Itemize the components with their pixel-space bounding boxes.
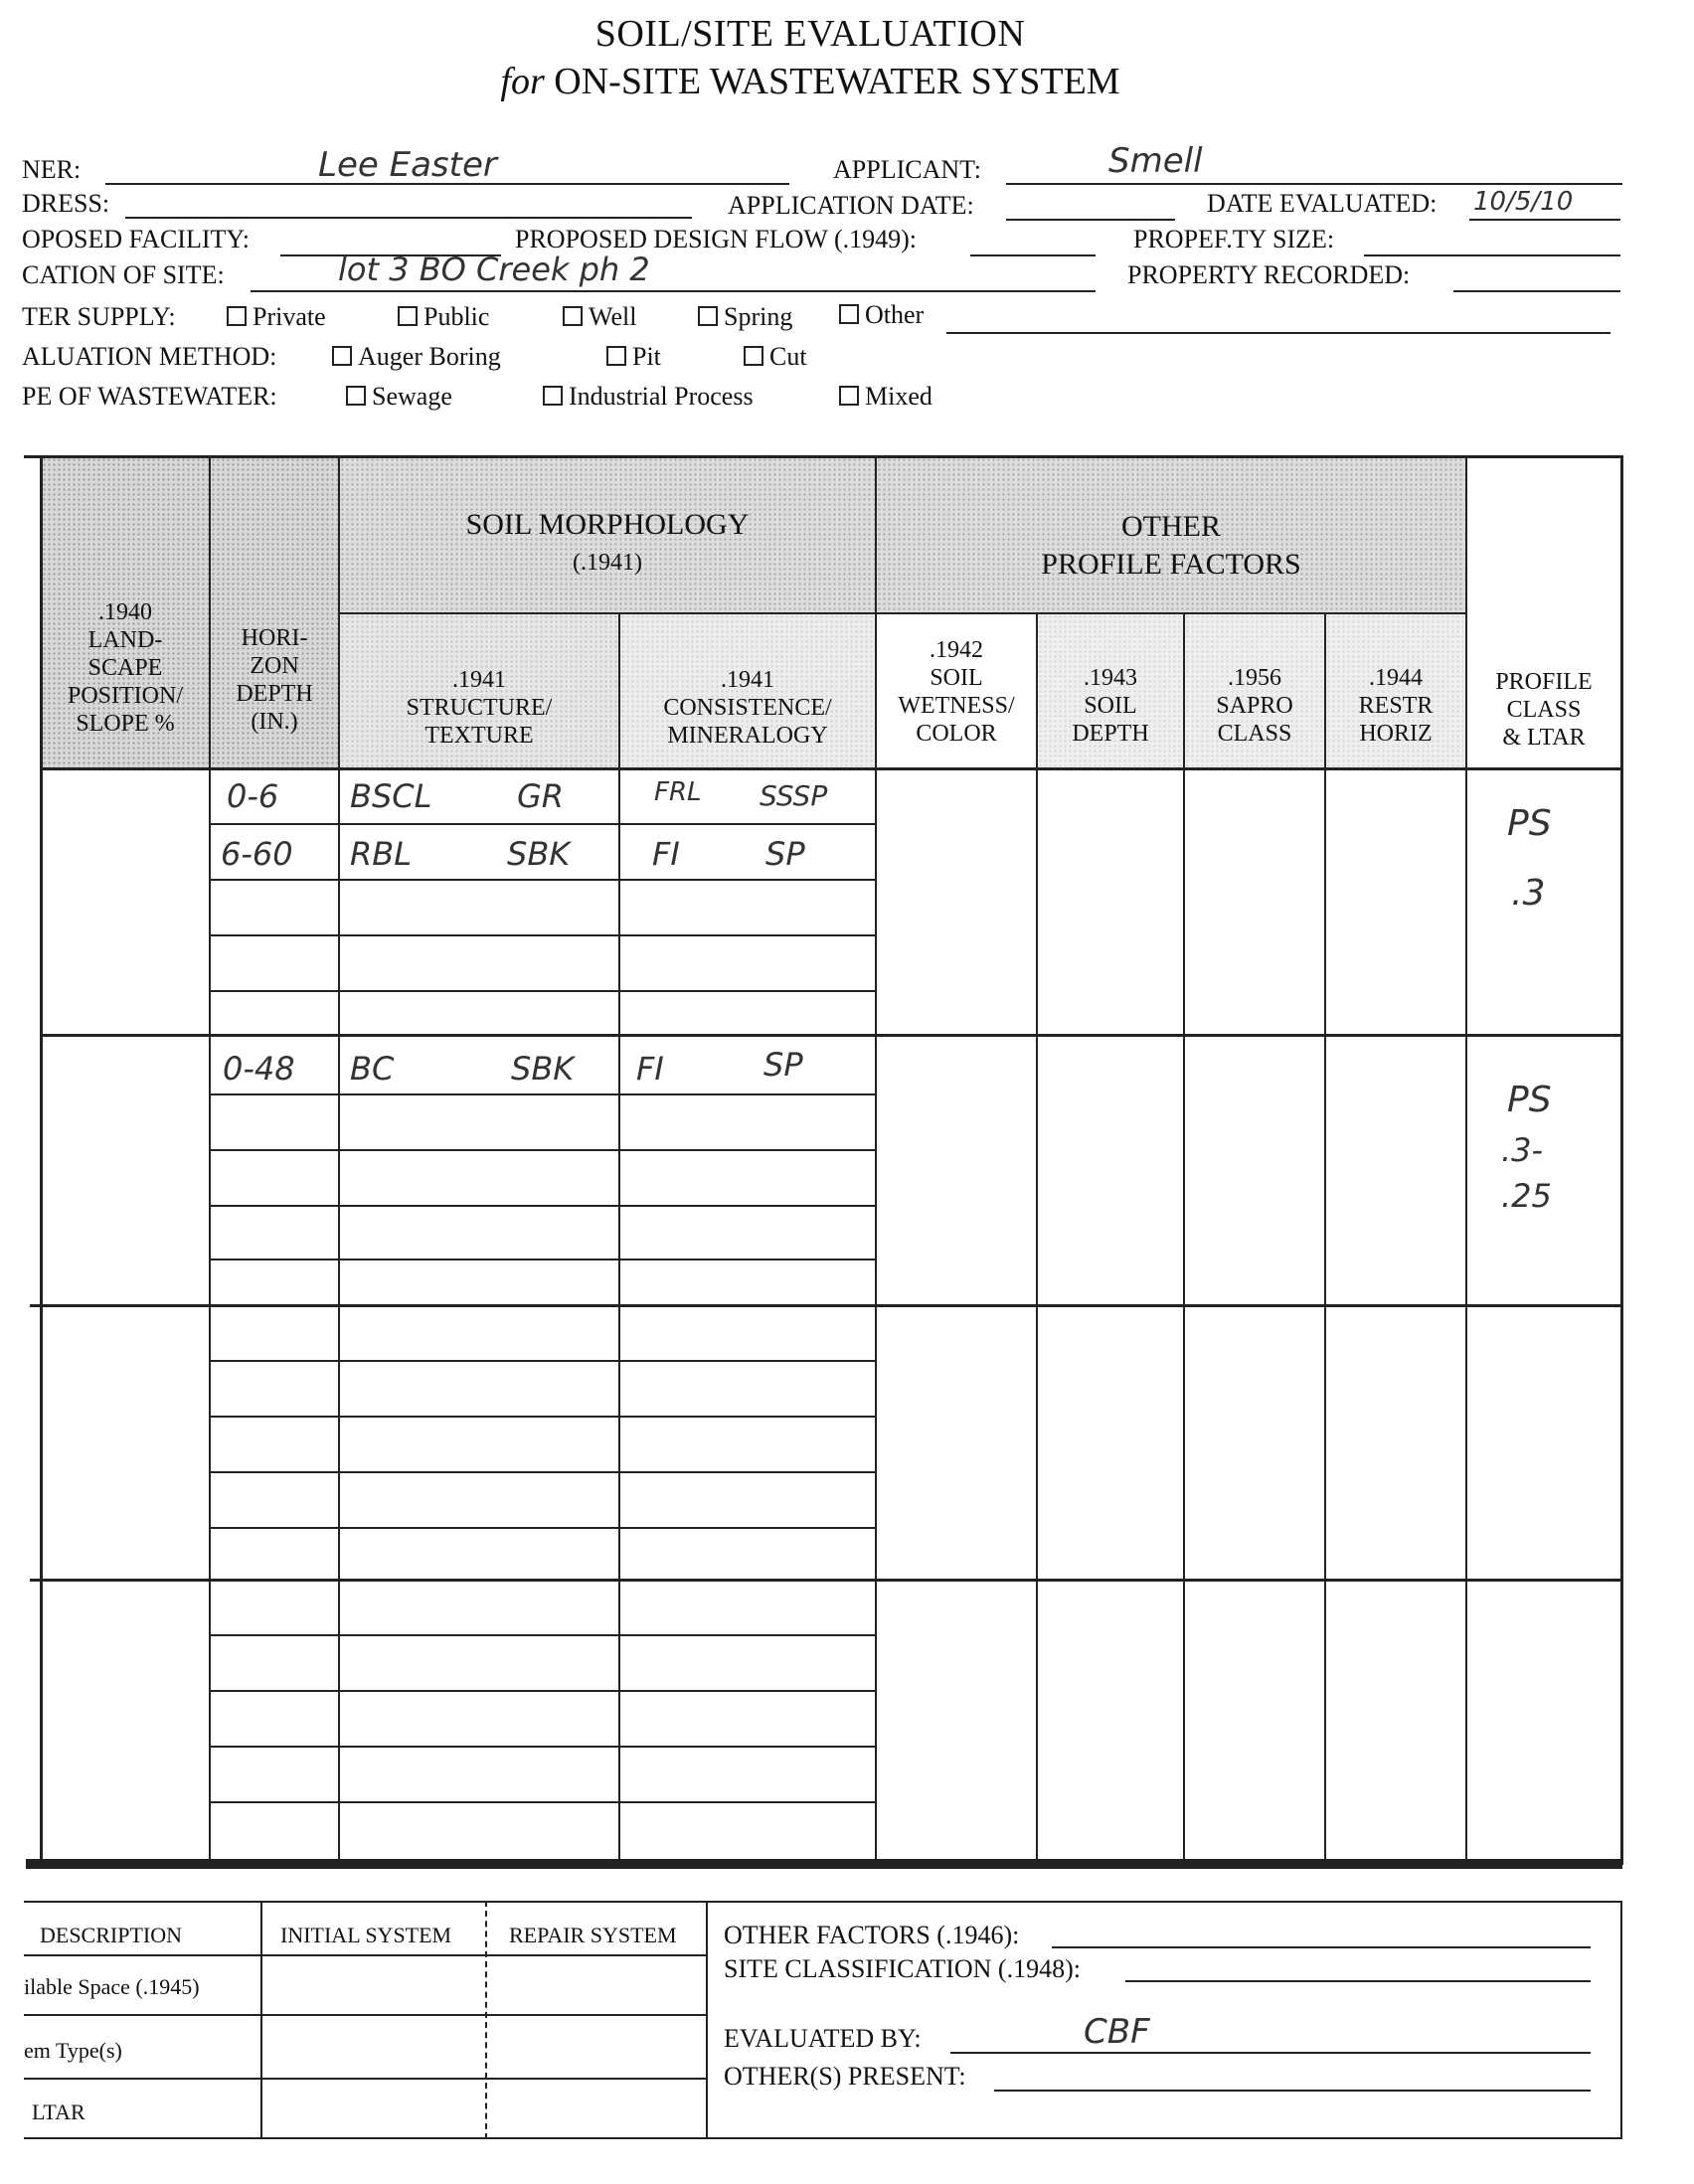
applicant-label: APPLICANT: [833, 155, 981, 184]
water-other-option[interactable] [839, 300, 924, 330]
bottom-row-3 [24, 2078, 706, 2080]
mixed-label: Mixed [865, 382, 932, 411]
row-line [209, 1093, 875, 1095]
sapro-header-l2: SAPRO [1216, 693, 1293, 719]
other-label: Other [865, 300, 925, 329]
bottom-row-2 [24, 2014, 706, 2016]
col-divider-8 [1465, 455, 1467, 1865]
row3-structure: BC [350, 1050, 395, 1088]
water-supply-label: TER SUPPLY: [22, 302, 176, 331]
available-space-label: ilable Space (.1945) [24, 1974, 200, 1999]
row2-mineralogy: SP [765, 835, 805, 873]
col-divider-2 [338, 455, 340, 1865]
row-line [209, 1527, 875, 1529]
row1-structure: BSCL [350, 777, 432, 815]
profile2-ltar-a: .3- [1501, 1131, 1544, 1169]
mixed-option[interactable] [839, 382, 932, 412]
row2-texture: SBK [507, 835, 571, 873]
ltar-label: LTAR [32, 2100, 85, 2124]
design-flow-label: PROPOSED DESIGN FLOW (.1949): [515, 225, 917, 253]
location-line [251, 290, 1096, 292]
pit-option[interactable] [606, 342, 661, 372]
sewage-label: Sewage [372, 382, 452, 411]
profile-factors-heading: PROFILE FACTORS [1041, 548, 1301, 581]
row1-texture: GR [517, 777, 565, 815]
date-evaluated-line [1469, 219, 1620, 221]
table-right-border [1620, 455, 1623, 1865]
wetness-header [877, 636, 1036, 748]
restr-header-l3: HORIZ [1359, 721, 1433, 747]
soil-morphology-code: (.1941) [573, 550, 642, 576]
wetness-header-l2: SOIL [930, 665, 983, 691]
bottom-bottom-border [24, 2137, 1622, 2139]
row-line [209, 1360, 875, 1362]
application-date-label: APPLICATION DATE: [728, 191, 974, 220]
row-line [209, 1690, 875, 1692]
repair-system-header: REPAIR SYSTEM [509, 1923, 677, 1947]
wetness-header-l4: COLOR [916, 721, 997, 747]
row-line [209, 1416, 875, 1418]
water-private-option[interactable] [227, 302, 326, 332]
profile-header-l3: & LTAR [1502, 725, 1586, 751]
spring-checkbox[interactable] [698, 306, 718, 326]
soil-depth-header-l2: SOIL [1084, 693, 1137, 719]
water-well-option[interactable] [563, 302, 636, 332]
date-evaluated-label: DATE EVALUATED: [1207, 189, 1438, 218]
row2-consistence: FI [652, 835, 680, 873]
soil-depth-header-l1: .1943 [1084, 665, 1137, 691]
restr-header-l1: .1944 [1369, 665, 1423, 691]
others-present-label: OTHER(S) PRESENT: [724, 2062, 966, 2091]
for-word: for [500, 61, 545, 102]
auger-checkbox[interactable] [332, 346, 352, 366]
horizon-header-l2: ZON [250, 653, 299, 679]
profile2-class: PS [1507, 1080, 1552, 1120]
site-classification-line [1125, 1980, 1591, 1982]
col-divider-1 [209, 455, 211, 1865]
consistence-header-l3: MINERALOGY [667, 723, 828, 749]
well-checkbox[interactable] [563, 306, 583, 326]
bottom-right-border [1620, 1901, 1622, 2139]
date-evaluated-value: 10/5/10 [1473, 187, 1574, 217]
soil-depth-header-l3: DEPTH [1072, 721, 1149, 747]
row2-depth: 6-60 [221, 835, 293, 873]
horizon-header-l3: DEPTH [236, 681, 313, 707]
owner-label: NER: [22, 155, 82, 184]
row1-depth: 0-6 [227, 777, 279, 815]
row-line [209, 1205, 875, 1207]
bottom-col-1 [260, 1901, 262, 2139]
sapro-header-l3: CLASS [1217, 721, 1292, 747]
industrial-label: Industrial Process [569, 382, 754, 411]
col-divider-7 [1324, 612, 1326, 1865]
row3-depth: 0-48 [223, 1050, 295, 1088]
evaluated-by-label: EVALUATED BY: [724, 2024, 922, 2053]
structure-header [340, 666, 618, 750]
evaluated-by-line [950, 2052, 1591, 2054]
soil-morphology-heading: SOIL MORPHOLOGY [465, 508, 750, 541]
col-divider-4 [875, 455, 877, 1865]
form-subtitle-text: ON-SITE WASTEWATER SYSTEM [554, 61, 1120, 102]
sewage-checkbox[interactable] [346, 386, 366, 406]
row-line [209, 1634, 875, 1636]
industrial-option[interactable] [543, 382, 754, 412]
row1-mineralogy: SSSP [760, 779, 828, 812]
others-present-line [994, 2090, 1591, 2092]
sewage-option[interactable] [346, 382, 452, 412]
system-type-label: em Type(s) [24, 2038, 122, 2063]
wastewater-label: PE OF WASTEWATER: [22, 382, 277, 411]
row-line [209, 879, 875, 881]
wetness-header-l3: WETNESS/ [898, 693, 1015, 719]
section-divider-3 [30, 1579, 1622, 1582]
sapro-header [1185, 664, 1324, 748]
landscape-header-l1: .1940 [98, 599, 152, 625]
form-subtitle [0, 60, 1620, 103]
table-top-border [24, 455, 1622, 458]
horizon-header [211, 624, 338, 736]
owner-value: Lee Easter [318, 145, 497, 185]
restr-header-l2: RESTR [1358, 693, 1434, 719]
row2-structure: RBL [350, 835, 413, 873]
profile-header [1467, 668, 1620, 752]
applicant-line [1006, 183, 1622, 185]
address-label: DRESS: [22, 189, 110, 218]
public-label: Public [424, 302, 490, 331]
design-flow-line [970, 254, 1096, 256]
water-public-option[interactable] [398, 302, 489, 332]
form-title: SOIL/SITE EVALUATION [594, 13, 1026, 55]
pit-checkbox[interactable] [606, 346, 626, 366]
cut-label: Cut [769, 342, 807, 371]
header-bottom-rule [40, 767, 1622, 770]
address-line [125, 217, 692, 219]
property-recorded-line [1453, 290, 1620, 292]
site-classification-label: SITE CLASSIFICATION (.1948): [724, 1954, 1081, 1983]
horizon-header-l4: (IN.) [251, 709, 298, 735]
bottom-top-border [24, 1901, 1622, 1903]
restr-header [1326, 664, 1465, 748]
application-date-line [1006, 219, 1175, 221]
well-label: Well [589, 302, 637, 331]
horizon-header-l1: HORI- [241, 625, 308, 651]
profile-header-l1: PROFILE [1495, 669, 1593, 695]
location-label: CATION OF SITE: [22, 260, 225, 289]
auger-label: Auger Boring [358, 342, 501, 371]
col-divider-3 [618, 612, 620, 1865]
other-factors-line [1052, 1946, 1591, 1948]
bottom-row-1 [24, 1954, 706, 1956]
structure-header-l1: .1941 [452, 667, 506, 693]
cut-option[interactable] [744, 342, 807, 372]
landscape-header [42, 598, 209, 738]
section-divider-1 [40, 1034, 1622, 1037]
other-checkbox[interactable] [839, 304, 859, 324]
row-line [209, 1259, 875, 1260]
auger-boring-option[interactable] [332, 342, 501, 372]
pit-label: Pit [632, 342, 661, 371]
table-left-border [40, 455, 43, 1865]
property-size-label: PROPEF.TY SIZE: [1133, 225, 1335, 253]
profile2-ltar-b: .25 [1501, 1177, 1552, 1215]
applicant-value: Smell [1108, 141, 1203, 181]
industrial-checkbox[interactable] [543, 386, 563, 406]
cut-checkbox[interactable] [744, 346, 763, 366]
sapro-header-l1: .1956 [1228, 665, 1281, 691]
row1-consistence: FRL [654, 777, 702, 807]
location-value: lot 3 BO Creek ph 2 [338, 251, 650, 288]
spring-label: Spring [724, 302, 793, 331]
table-bottom-bar [26, 1859, 1622, 1869]
structure-header-l3: TEXTURE [424, 723, 534, 749]
property-recorded-label: PROPERTY RECORDED: [1127, 260, 1411, 289]
row3-consistence: FI [636, 1050, 664, 1088]
profile1-class: PS [1507, 803, 1552, 844]
wetness-header-l1: .1942 [930, 637, 983, 663]
row-line [209, 823, 875, 825]
row-line [209, 1471, 875, 1473]
col-divider-6 [1183, 612, 1185, 1865]
landscape-header-l5: SLOPE % [76, 711, 175, 737]
header-mid-rule [340, 612, 1465, 614]
structure-header-l2: STRUCTURE/ [406, 695, 553, 721]
landscape-header-l3: SCAPE [87, 655, 163, 681]
consistence-header [620, 666, 875, 750]
row3-texture: SBK [511, 1050, 575, 1088]
consistence-header-l1: .1941 [721, 667, 774, 693]
evaluated-by-value: CBF [1084, 2012, 1150, 2052]
consistence-header-l2: CONSISTENCE/ [663, 695, 832, 721]
evaluation-method-label: ALUATION METHOD: [22, 342, 277, 371]
row-line [209, 1801, 875, 1803]
water-spring-option[interactable] [698, 302, 792, 332]
proposed-facility-label: OPOSED FACILITY: [22, 225, 250, 253]
section-divider-2 [30, 1304, 1622, 1307]
initial-system-header: INITIAL SYSTEM [280, 1923, 452, 1947]
private-checkbox[interactable] [227, 306, 247, 326]
profile1-ltar: .3 [1511, 873, 1546, 914]
other-factors-label: OTHER FACTORS (.1946): [724, 1921, 1020, 1949]
profile-header-l2: CLASS [1506, 697, 1582, 723]
private-label: Private [253, 302, 326, 331]
property-size-line [1364, 254, 1620, 256]
soil-depth-header [1038, 664, 1183, 748]
row-line [209, 990, 875, 992]
row-line [209, 934, 875, 936]
row-line [209, 1746, 875, 1748]
bottom-col-3 [706, 1901, 708, 2139]
other-heading: OTHER [1121, 510, 1221, 543]
bottom-col-2 [485, 1901, 487, 2139]
row-line [209, 1149, 875, 1151]
row3-mineralogy: SP [763, 1046, 803, 1084]
landscape-header-l2: LAND- [87, 627, 163, 653]
col-divider-5 [1036, 612, 1038, 1865]
public-checkbox[interactable] [398, 306, 418, 326]
description-header: DESCRIPTION [40, 1923, 183, 1947]
landscape-header-l4: POSITION/ [67, 683, 183, 709]
mixed-checkbox[interactable] [839, 386, 859, 406]
water-other-line [946, 332, 1610, 334]
